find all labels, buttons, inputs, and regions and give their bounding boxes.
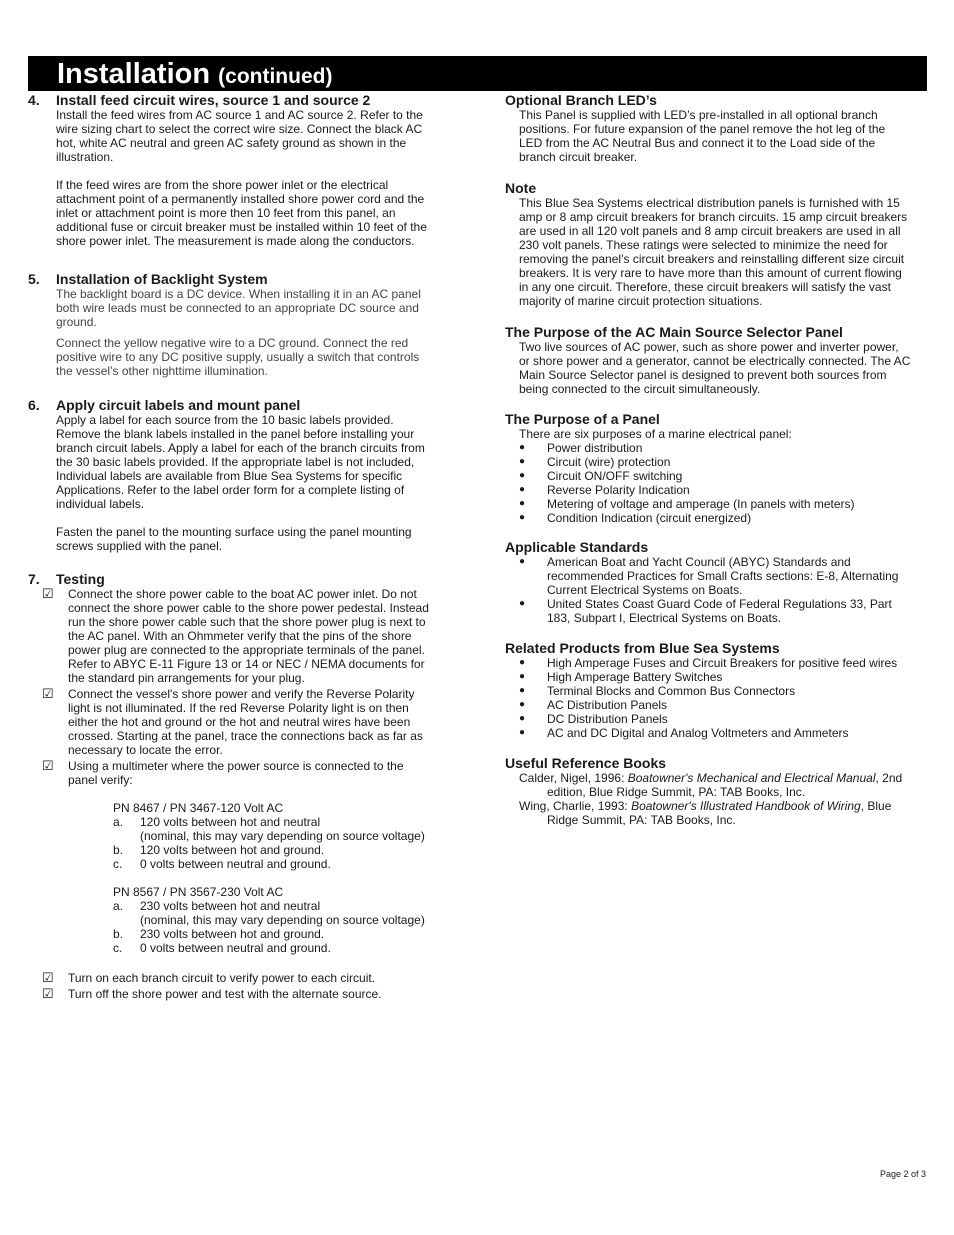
text-line: Using a multimeter where the power source is connected to the [68,759,404,773]
text-line: , 2nd [875,771,903,785]
bullet-icon: ● [519,442,526,453]
text-line: Refer to ABYC E-11 Figure 13 or 14 or NEC / NEMA documents for [68,657,425,671]
section-heading: Optional Branch LED’s [505,92,657,108]
text-line: or shore power and a generator, cannot be electrically connected. The AC [519,354,911,368]
list-item [505,670,930,684]
text-line: ground. [56,315,97,329]
text-line: connect the shore power cable to the shore power pedestal. Instead [68,601,429,615]
text-line: branch circuit breaker. [519,150,638,164]
page-title [57,58,332,91]
section-6-body [28,413,453,553]
model-label: PN 8567 / PN 3567-230 Volt AC [113,885,284,899]
text-line: either the hot and ground or the hot and neutral wires have been [68,715,411,729]
section-heading: Testing [56,571,105,587]
text-line: run the shore power cable such that the shore power plug is next to [68,615,426,629]
list-item [505,726,930,740]
bullet-icon: ● [519,484,526,495]
text-line: panel verify: [68,773,133,787]
title-suffix: (continued) [218,65,333,88]
right-column [505,92,930,827]
text-line: additional fuse or circuit breaker must be installed within 10 feet of the [56,220,427,234]
text-line: amp or 8 amp circuit breakers for branch circuits. 15 amp circuit breakers [519,210,908,224]
text-line: Connect the yellow negative wire to a DC ground. Connect the red [56,336,409,350]
reference-item [505,799,930,827]
item-letter: a. [113,899,124,913]
check-item [28,587,453,685]
list-item [505,698,930,712]
text-line: individual labels. [56,497,145,511]
list-item [505,712,930,726]
bullet-icon: ● [519,671,526,682]
text-line: recommended Practices for Small Crafts sections: E-8, Alternating [547,569,899,583]
book-title: Boatowner's Mechanical and Electrical Manual [627,771,876,785]
text-line: branch circuit labels. Apply a label for each of the branch circuits from [56,441,425,455]
section-6-heading [28,397,453,413]
text-line: the standard pin arrangements for your plug. [68,671,305,685]
item-text: 120 volts between hot and ground. [140,843,325,857]
item-text: Power distribution [547,441,643,455]
text-line: 183, Subpart I, Electrical Systems on Boats. [547,611,782,625]
check-item [28,759,453,787]
sub-item [28,843,453,857]
bullet-icon: ● [519,699,526,710]
text-line: Remove the blank labels installed in the panel before installing your [56,427,415,441]
item-text: Terminal Blocks and Common Bus Connectors [547,684,796,698]
text-line: breakers. It is very rare to have more than this amount of current flowing [519,266,902,280]
item-text: DC Distribution Panels [547,712,668,726]
item-letter [113,829,140,843]
item-text: 230 volts between hot and ground. [140,927,325,941]
section-5-body [28,287,453,378]
section-number: 6. [28,397,40,413]
text-line: This Blue Sea Systems electrical distribution panels is furnished with 15 [519,196,900,210]
check-item [28,687,453,757]
section-number: 5. [28,271,40,287]
text-line: the vessel’s other nighttime illumination. [56,364,268,378]
text-line: Turn on each branch circuit to verify power to each circuit. [68,971,376,985]
checkbox-icon: ☑ [42,758,54,773]
text-line: Wing, Charlie, 1993: [519,799,632,813]
item-letter: a. [113,815,124,829]
text-line: Ridge Summit, PA: TAB Books, Inc. [547,813,736,827]
text-line: Applications. Refer to the label order form for a complete listing of [56,483,405,497]
list-item [505,684,930,698]
list-item [505,656,930,670]
text-line: crossed. Starting at the panel, trace the connections back as far as [68,729,423,743]
list-item [505,469,930,483]
text-line: There are six purposes of a marine electrical panel: [519,427,792,441]
item-text: High Amperage Fuses and Circuit Breakers for positive feed wires [547,656,898,670]
text-line: screws supplied with the panel. [56,539,223,553]
book-title: Boatowner's Illustrated Handbook of Wiring [631,799,861,813]
text-line: Main Source Selector panel is designed to prevent both sources from [519,368,887,382]
text-line: the AC panel. With an Ohmmeter verify that the pins of the shore [68,629,412,643]
item-text: Circuit ON/OFF switching [547,469,683,483]
section-heading: Apply circuit labels and mount panel [56,397,301,413]
item-text: 0 volts between neutral and ground. [140,857,331,871]
sub-item [28,829,453,843]
reference-item [505,771,930,799]
text-line: are used in all 120 volt panels and 8 amp circuit breakers are used in all [519,224,901,238]
section-number: 7. [28,571,40,587]
item-letter: c. [113,857,123,871]
section-body [505,196,930,308]
text-line: positions. For future expansion of the panel remove the hot leg of the [519,122,886,136]
section-body [505,340,930,396]
list-item [505,455,930,469]
list-item [505,483,930,497]
text-line: hot, white AC neutral and green AC safety ground as shown in the [56,136,407,150]
item-letter [113,913,140,927]
text-line: wire sizing chart to select the correct wire size. Connect the black AC [56,122,423,136]
item-text: AC Distribution Panels [547,698,668,712]
text-line: illustration. [56,150,114,164]
text-line: Connect the shore power cable to the boat AC power inlet. Do not [68,587,417,601]
text-line: light is not illuminated. If the red Reverse Polarity light is on then [68,701,409,715]
text-line: LED from the AC Neutral Bus and connect it to the Load side of the [519,136,876,150]
sub-item [28,815,453,829]
check-item [28,971,453,985]
section-5-heading [28,271,453,287]
checkbox-icon: ☑ [42,586,54,601]
section-4-body [28,108,453,248]
text-line: United States Coast Guard Code of Federal Regulations 33, Part [547,597,892,611]
section-7-heading [28,571,453,587]
section-heading: Install feed circuit wires, source 1 and source 2 [56,92,371,108]
text-line: Fasten the panel to the mounting surface using the panel mounting [56,525,412,539]
bullet-icon: ● [519,727,526,738]
text-line: Individual labels are available from Blue Sea Systems for specific [56,469,403,483]
section-number: 4. [28,92,40,108]
text-line: American Boat and Yacht Council (ABYC) Standards and [547,555,851,569]
text-line: Turn off the shore power and test with the alternate source. [68,987,382,1001]
text-line: in any one circuit. Therefore, these circuit breakers will satisfy the vast [519,280,891,294]
text-line: Two live sources of AC power, such as shore power and inverter power, [519,340,899,354]
list-item [505,497,930,511]
model-label: PN 8467 / PN 3467-120 Volt AC [113,801,284,815]
bullet-icon: ● [519,657,526,668]
section-heading: Applicable Standards [505,539,649,555]
text-line: being connected to the circuit simultaneously. [519,382,761,396]
bullet-icon: ● [519,598,526,609]
text-line: removing the panel’s circuit breakers and reinstalling different size circuit [519,252,905,266]
bullet-icon: ● [519,456,526,467]
text-line: Current Electrical Systems on Boats. [547,583,743,597]
bullet-icon: ● [519,470,526,481]
text-line: shore power inlet. The measurement is made along the conductors. [56,234,415,248]
section-heading: The Purpose of a Panel [505,411,660,427]
page-number: Page 2 of 3 [879,1169,926,1179]
item-text: 230 volts between hot and neutral [140,899,321,913]
checkbox-icon: ☑ [42,970,54,985]
sub-item [28,913,453,927]
list-item [505,441,930,455]
text-line: , Blue [860,799,892,813]
item-text: AC and DC Digital and Analog Voltmeters and Ammeters [547,726,849,740]
bullet-icon: ● [519,498,526,509]
item-text: Circuit (wire) protection [547,455,671,469]
text-line: inlet or attachment point is more then 10 feet from this panel, an [56,206,396,220]
item-text: 120 volts between hot and neutral [140,815,321,829]
bullet-icon: ● [519,512,526,523]
text-line: power plug are connected to the appropriate terminals of the panel. [68,643,425,657]
list-item [505,597,930,625]
title-text: Installation [57,58,211,90]
text-line: majority of marine circuit protection situations. [519,294,763,308]
check-item [28,987,453,1001]
section-4-heading [28,92,453,108]
item-letter: b. [113,927,124,941]
item-letter: c. [113,941,123,955]
text-line: edition, Blue Ridge Summit, PA: TAB Books, Inc. [547,785,806,799]
section-heading: Installation of Backlight System [56,271,268,287]
text-line: Apply a label for each source from the 10 basic labels provided. [56,413,394,427]
section-heading: Related Products from Blue Sea Systems [505,640,780,656]
item-text: (nominal, this may vary depending on source voltage) [140,829,425,843]
section-7-body [28,587,453,1001]
item-text: Reverse Polarity Indication [547,483,690,497]
item-text: Condition Indication (circuit energized) [547,511,752,525]
item-text: Metering of voltage and amperage (In panels with meters) [547,497,855,511]
section-body [505,108,930,164]
text-line: Install the feed wires from AC source 1 and AC source 2. Refer to the [56,108,423,122]
bullet-icon: ● [519,713,526,724]
text-line: positive wire to any DC positive supply, usually a switch that controls [56,350,420,364]
text-line: 230 volt panels. These ratings were selected to minimize the need for [519,238,888,252]
item-text: 0 volts between neutral and ground. [140,941,331,955]
item-letter: b. [113,843,124,857]
item-text: High Amperage Battery Switches [547,670,723,684]
item-text: (nominal, this may vary depending on source voltage) [140,913,425,927]
bullet-icon: ● [519,556,526,567]
text-line: Calder, Nigel, 1996: [519,771,628,785]
sub-item [28,857,453,871]
list-item [505,511,930,525]
sub-item [28,899,453,913]
left-column [28,92,453,1001]
section-heading: Useful Reference Books [505,755,667,771]
sub-item [28,941,453,955]
checkbox-icon: ☑ [42,686,54,701]
list-item [505,555,930,597]
text-line: If the feed wires are from the shore power inlet or the electrical [56,178,389,192]
text-line: both wire leads must be connected to an appropriate DC source and [56,301,419,315]
bullet-icon: ● [519,685,526,696]
text-line: This Panel is supplied with LED’s pre-installed in all optional branch [519,108,878,122]
text-line: the 30 basic labels provided. If the appropriate label is not included, [56,455,415,469]
title-banner [28,56,927,91]
section-heading: Note [505,180,537,196]
text-line: Connect the vessel's shore power and verify the Reverse Polarity [68,687,415,701]
text-line: The backlight board is a DC device. When installing it in an AC panel [56,287,421,301]
section-heading: The Purpose of the AC Main Source Selector Panel [505,324,843,340]
checkbox-icon: ☑ [42,986,54,1001]
text-line: attachment point of a permanently installed shore power cord and the [56,192,425,206]
text-line: necessary to locate the error. [68,743,223,757]
sub-item [28,927,453,941]
